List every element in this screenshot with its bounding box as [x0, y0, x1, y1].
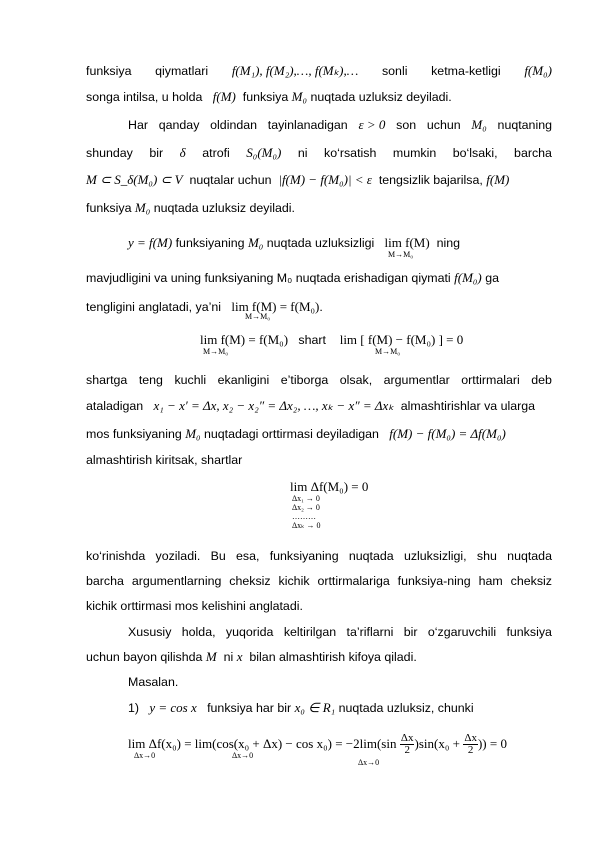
formula-M: M	[205, 649, 217, 664]
limit-subscript: Δx→0	[134, 751, 156, 760]
formula-m0: M₀	[247, 235, 264, 250]
word: ko‘rsatish	[324, 146, 377, 160]
word: qiymatlari	[155, 64, 209, 78]
text: ni	[223, 650, 234, 664]
p4-line3	[86, 426, 552, 442]
p3-line3	[86, 299, 552, 315]
word: funksiya	[506, 625, 552, 639]
subscript-line: ………	[292, 512, 316, 521]
formula-m0: M₀	[471, 117, 487, 132]
word: bir	[149, 146, 164, 160]
word: qanday	[158, 118, 200, 132]
p3-line1	[128, 235, 552, 251]
p1-line2	[86, 89, 552, 105]
formula-sequence: f(M₁), f(M₂),…, f(Mₖ),…	[231, 63, 359, 78]
fraction-dx-2	[400, 733, 415, 756]
p4-line4	[86, 452, 552, 468]
subscript-line: Δxₖ → 0	[292, 521, 321, 530]
formula-eps: ε > 0	[358, 117, 386, 132]
word: uchun	[426, 118, 461, 132]
formula-cos: y = cos x	[149, 700, 197, 715]
formula-fm: f(M)	[486, 172, 510, 187]
text: .	[319, 300, 323, 314]
text: nuqtada uzluksiz, chunki	[338, 701, 474, 715]
fraction-dx-2	[463, 733, 478, 756]
word: nuqtaning	[497, 118, 552, 132]
formula-fm: f(M)	[212, 89, 236, 104]
formula-m0: M₀	[185, 426, 201, 441]
text: songa intilsa, u holda	[86, 90, 203, 104]
word: argumentlarning	[131, 574, 222, 588]
text: nuqtadagi orttirmasi deyiladigan	[204, 427, 379, 441]
subscript-line: Δx₂ → 0	[292, 503, 320, 512]
p6-line2	[86, 649, 552, 665]
p5-line2	[86, 573, 552, 589]
word: esa,	[236, 549, 260, 563]
word: orttirmalariga	[317, 574, 390, 588]
formula-limit: lim f(M)	[384, 235, 430, 250]
limit-subscript: Δx→0	[358, 758, 380, 767]
text: funksiya	[242, 90, 289, 104]
p5-line3	[86, 598, 552, 614]
word: Har	[128, 118, 148, 132]
word: keltirilgan	[283, 625, 337, 639]
formula-limit-difference: lim [ f(M) − f(M₀) ] = 0	[339, 332, 464, 347]
text: ga	[485, 271, 500, 285]
p6-line1	[128, 624, 552, 640]
final-equation	[128, 733, 558, 756]
word: e’tiborga	[280, 373, 329, 387]
word: uzluksizligi,	[403, 549, 467, 563]
word: argumentlar	[383, 373, 450, 387]
text: funksiya har bir	[207, 701, 292, 715]
formula-limit-delta: lim Δf(M₀) = 0	[290, 479, 369, 494]
formula-yf: y = f(M)	[128, 235, 173, 250]
word: deb	[531, 373, 552, 387]
word: son	[396, 118, 417, 132]
word: bir	[403, 625, 418, 639]
word: cheksiz	[229, 574, 271, 588]
text: mos funksiyaning	[86, 427, 182, 441]
limit-delta-subscripts	[292, 494, 321, 530]
word: ni	[297, 146, 308, 160]
formula-neighborhood: S₀(M₀)	[246, 145, 282, 160]
word: orttirmalari	[461, 373, 520, 387]
p2-line3	[86, 172, 552, 188]
limit-subscript: Δx→0	[232, 751, 254, 760]
text: tengsizlik bajarilsa,	[378, 173, 483, 187]
word: bo‘lsaki,	[452, 146, 498, 160]
formula-m0: M₀	[134, 200, 151, 215]
word: funksiyaning	[269, 549, 339, 563]
text: tengligini anglatadi, ya’ni	[86, 300, 222, 314]
word: ekanligini	[217, 373, 270, 387]
word: shu	[476, 549, 497, 563]
word: oldindan	[210, 118, 258, 132]
text: ning	[436, 236, 461, 250]
text: ataladigan	[86, 399, 144, 413]
p1-line1	[86, 63, 552, 79]
formula-x: x	[236, 649, 243, 664]
word: nuqtada	[348, 549, 394, 563]
word: atrofi	[202, 146, 230, 160]
formula-subset: M ⊂ S_δ(M₀) ⊂ V	[86, 172, 183, 187]
text: kichik orttirmasi mos kelishini anglatadi.	[86, 599, 303, 613]
word: mumkin	[392, 146, 437, 160]
denominator: 2	[404, 744, 410, 756]
formula-m0: M₀	[291, 89, 308, 104]
formula-part: lim Δf(x₀) = lim(cos(x₀ + Δx) − cos x₀) = −2lim(sin	[128, 735, 397, 751]
p4-line1	[86, 372, 552, 388]
text: funksiya	[86, 201, 132, 215]
text: bilan almashtirish kifoya qiladi.	[249, 650, 417, 664]
p2-line4	[86, 200, 552, 216]
example-title: Masalan.	[128, 675, 179, 689]
formula-fm0: f(M₀)	[454, 270, 482, 285]
word: funksiya	[86, 64, 132, 78]
formula-inequality: |f(M) − f(M₀)| < ε	[278, 172, 372, 187]
word: kichik	[278, 574, 310, 588]
word: nuqtada	[507, 549, 552, 563]
text: nuqtada uzluksizligi	[266, 236, 375, 250]
text: nuqtalar uchun	[189, 173, 272, 187]
subscript-line: Δx₁ → 0	[292, 494, 320, 503]
formula-part: )sin(x₀ +	[414, 735, 460, 751]
text: mavjudligini va uning funksiyaning M₀ nuqtada erishadigan qiymati	[86, 271, 451, 285]
text: almashtirish kiritsak, shartlar	[86, 453, 243, 467]
word: cheksiz	[510, 574, 552, 588]
center-condition	[200, 332, 560, 348]
formula-delta: δ	[179, 145, 186, 160]
formula-increment-df: f(M) − f(M₀) = Δf(M₀)	[389, 426, 506, 441]
p5-line1	[86, 548, 552, 564]
p4-line2	[86, 398, 552, 414]
p2-line2	[86, 145, 552, 161]
formula-x0: x₀ ∈ R₁	[294, 700, 336, 715]
word: sonli	[381, 64, 408, 78]
word: yuqorida	[225, 625, 274, 639]
example-1	[128, 700, 552, 716]
p3-line2	[86, 270, 552, 286]
limit-subscript: M→M₀	[203, 347, 229, 356]
formula-fm0: f(M₀)	[524, 63, 552, 78]
p2-line1	[128, 117, 552, 133]
limit-subscript: M→M₀	[375, 347, 401, 356]
word: shunday	[86, 146, 133, 160]
word: holda,	[181, 625, 216, 639]
word: shart	[298, 333, 326, 347]
word: yoziladi.	[155, 549, 201, 563]
word: olsak,	[339, 373, 373, 387]
numerator: Δx	[464, 732, 477, 744]
limit-subscript: M→M₀	[245, 312, 271, 321]
text: nuqtada uzluksiz deyiladi.	[310, 90, 452, 104]
word: barcha	[86, 574, 124, 588]
word: teng	[138, 373, 163, 387]
text: almashtirishlar va ularga	[400, 399, 536, 413]
word: ta’riflarni	[346, 625, 394, 639]
word: o‘zgaruvchili	[427, 625, 497, 639]
word: Xususiy	[128, 625, 172, 639]
word: ham	[478, 574, 503, 588]
text: uchun bayon qilishda	[86, 650, 203, 664]
word: barcha	[514, 146, 552, 160]
text: funksiyaning	[175, 236, 245, 250]
numerator: Δx	[400, 732, 414, 744]
limit-delta	[290, 479, 490, 495]
formula-part: )) = 0	[477, 735, 507, 751]
word: funksiya-ning	[397, 574, 471, 588]
word: kuchli	[174, 373, 207, 387]
word: ketma-ketligi	[431, 64, 501, 78]
formula-limit-equality: lim f(M) = f(M₀)	[231, 299, 320, 314]
formula-increments: x₁ − x′ = Δx, x₂ − x₂″ = Δx₂, …, xₖ − x″ = Δxₖ	[153, 398, 394, 413]
word: shartga	[86, 373, 128, 387]
word: ko‘rinishda	[86, 549, 146, 563]
text: nuqtada uzluksiz deyiladi.	[153, 201, 295, 215]
word: Bu	[210, 549, 226, 563]
formula-limit-equality: lim f(M) = f(M₀)	[200, 332, 289, 347]
limit-subscript: M→M₀	[388, 250, 414, 259]
list-number: 1)	[128, 701, 140, 715]
word: tayinlanadigan	[267, 118, 348, 132]
denominator: 2	[467, 744, 474, 756]
